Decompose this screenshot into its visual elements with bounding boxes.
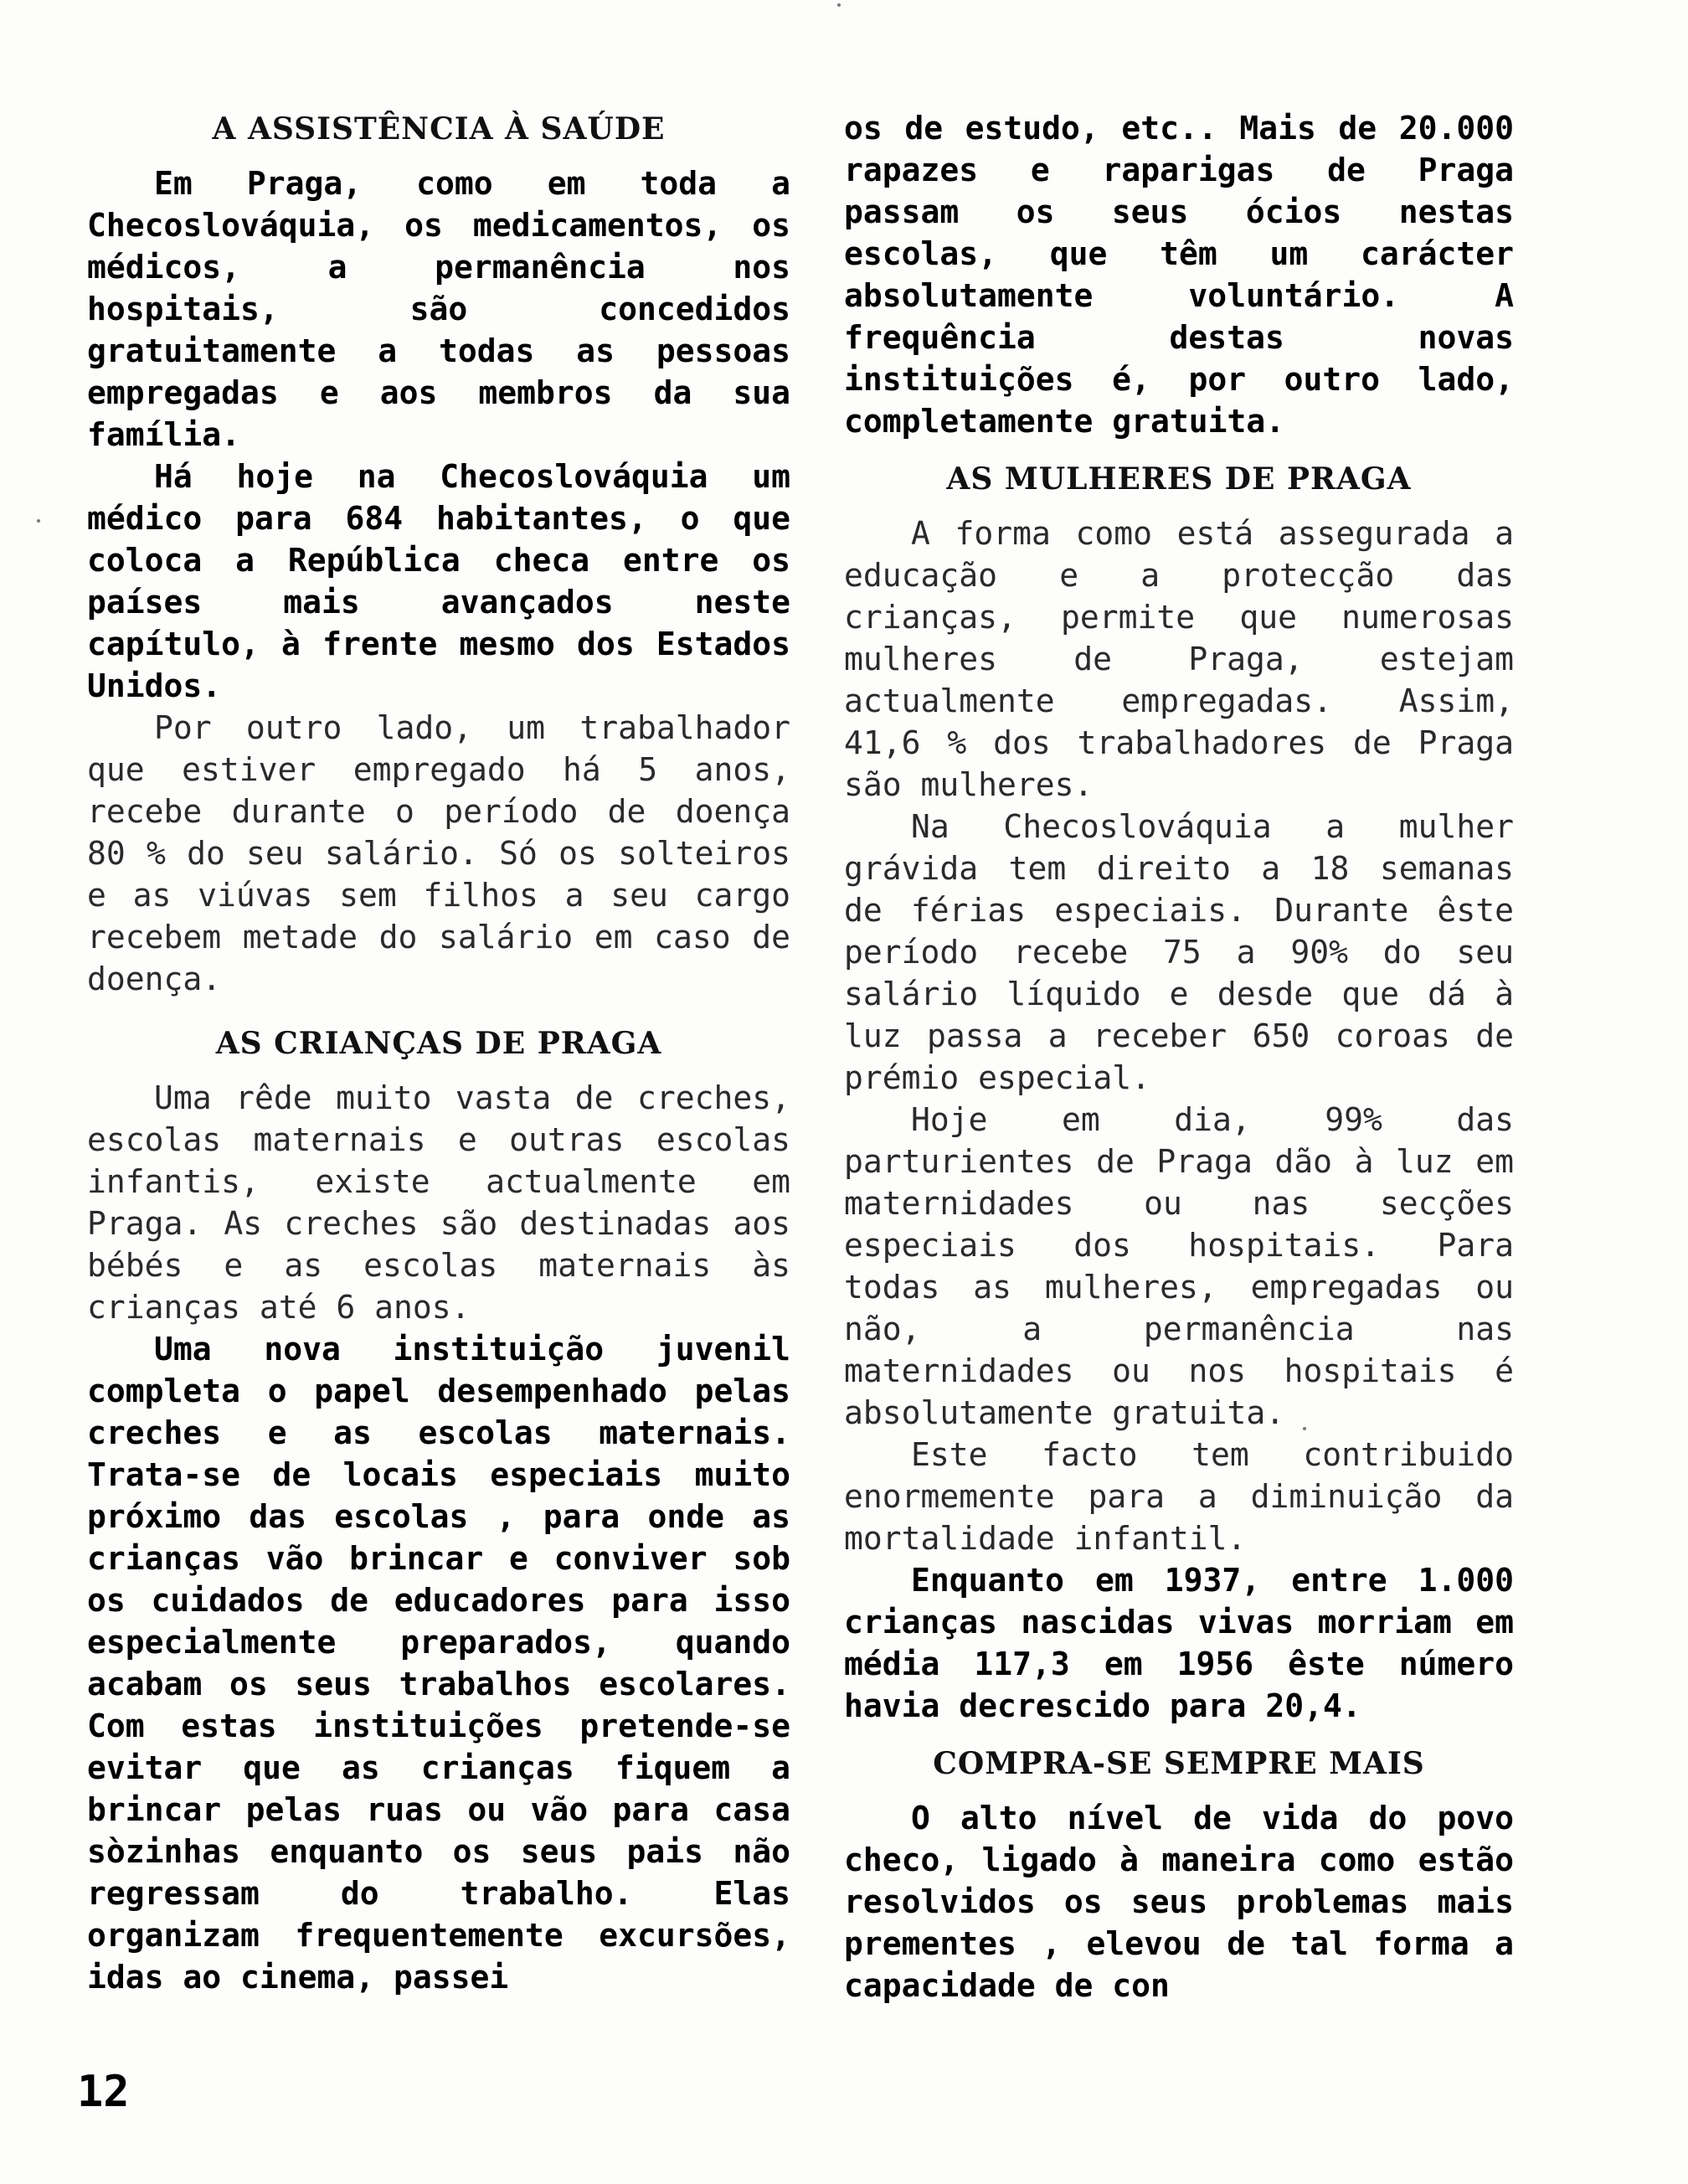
children-paragraph-2: Uma nova instituição juvenil completa o papel desempenhado pelas creches e as escolas maternais. Trata-se de locais especiais muito próximo das escolas , para onde as crianças vão brincar e conviver sob os cuidados de educadores para isso especialmente preparados, quando acabam os seus trabalhos escolares. Com estas instituições pretende-se evitar que as crianças fiquem a brincar pelas ruas ou vão para casa sòzinhas enquanto os seus pais não regressam do trabalho. Elas organizam frequentemente excursões, idas ao cinema, passei	[87, 1331, 790, 1996]
women-paragraph-4: Este facto tem contribuido enormemente para a diminuição da mortalidade infantil.	[844, 1436, 1514, 1557]
left-column	[87, 107, 790, 1998]
page-number: 12	[77, 2067, 130, 2117]
women-paragraph-1: A forma como está assegurada a educação e a protecção das crianças, permite que numerosas mulheres de Praga, estejam actualmente empregadas. Assim, 41,6 % dos trabalhadores de Praga são mulheres.	[844, 515, 1514, 803]
section-heading-women: AS MULHERES DE PRAGA	[946, 461, 1412, 497]
scan-speck	[837, 3, 841, 7]
women-paragraph-5: Enquanto em 1937, entre 1.000 crianças nascidas vivas morriam em média 117,3 em 1956 êste número havia decrescido para 20,4.	[844, 1562, 1514, 1724]
children-paragraph-continuation: os de estudo, etc.. Mais de 20.000 rapazes e raparigas de Praga passam os seus ócios nestas escolas, que têm um carácter absolutamente voluntário. A frequência destas novas instituições é, por outro lado, completamente gratuita.	[844, 110, 1514, 440]
women-paragraph-2: Na Checoslováquia a mulher grávida tem direito a 18 semanas de férias especiais. Durante êste período recebe 75 a 90% do seu salário líquido e desde que dá à luz passa a receber 650 coroas de prémio especial.	[844, 808, 1514, 1096]
health-paragraph-3: Por outro lado, um trabalhador que estiver empregado há 5 anos, recebe durante o período de doença 80 % do seu salário. Só os solteiros e as viúvas sem filhos a seu cargo recebem metade do salário em caso de doença.	[87, 709, 790, 997]
women-paragraph-3: Hoje em dia, 99% das parturientes de Praga dão à luz em maternidades ou nas secções especiais dos hospitais. Para todas as mulheres, empregadas ou não, a permanência nas maternidades ou nos hospitais é absolutamente gratuita.	[844, 1101, 1514, 1431]
right-column	[844, 107, 1514, 2006]
section-heading-health: A ASSISTÊNCIA À SAÚDE	[212, 111, 666, 147]
section-heading-shopping: COMPRA-SE SEMPRE MAIS	[933, 1746, 1425, 1781]
scan-speck	[1303, 1427, 1306, 1430]
section-heading-children: AS CRIANÇAS DE PRAGA	[215, 1026, 662, 1061]
shopping-paragraph-1: O alto nível de vida do povo checo, ligado à maneira como estão resolvidos os seus problemas mais prementes , elevou de tal forma a capacidade de con	[844, 1800, 1514, 2004]
children-paragraph-1: Uma rêde muito vasta de creches, escolas maternais e outras escolas infantis, existe actualmente em Praga. As creches são destinadas aos bébés e as escolas maternais às crianças até 6 anos.	[87, 1079, 790, 1326]
health-paragraph-2: Há hoje na Checoslováquia um médico para 684 habitantes, o que coloca a República checa entre os países mais avançados neste capítulo, à frente mesmo dos Estados Unidos.	[87, 458, 790, 704]
scan-speck	[37, 519, 40, 523]
health-paragraph-1: Em Praga, como em toda a Checoslováquia, os medicamentos, os médicos, a permanência nos hospitais, são concedidos gratuitamente a todas as pessoas empregadas e aos membros da sua família.	[87, 165, 790, 453]
